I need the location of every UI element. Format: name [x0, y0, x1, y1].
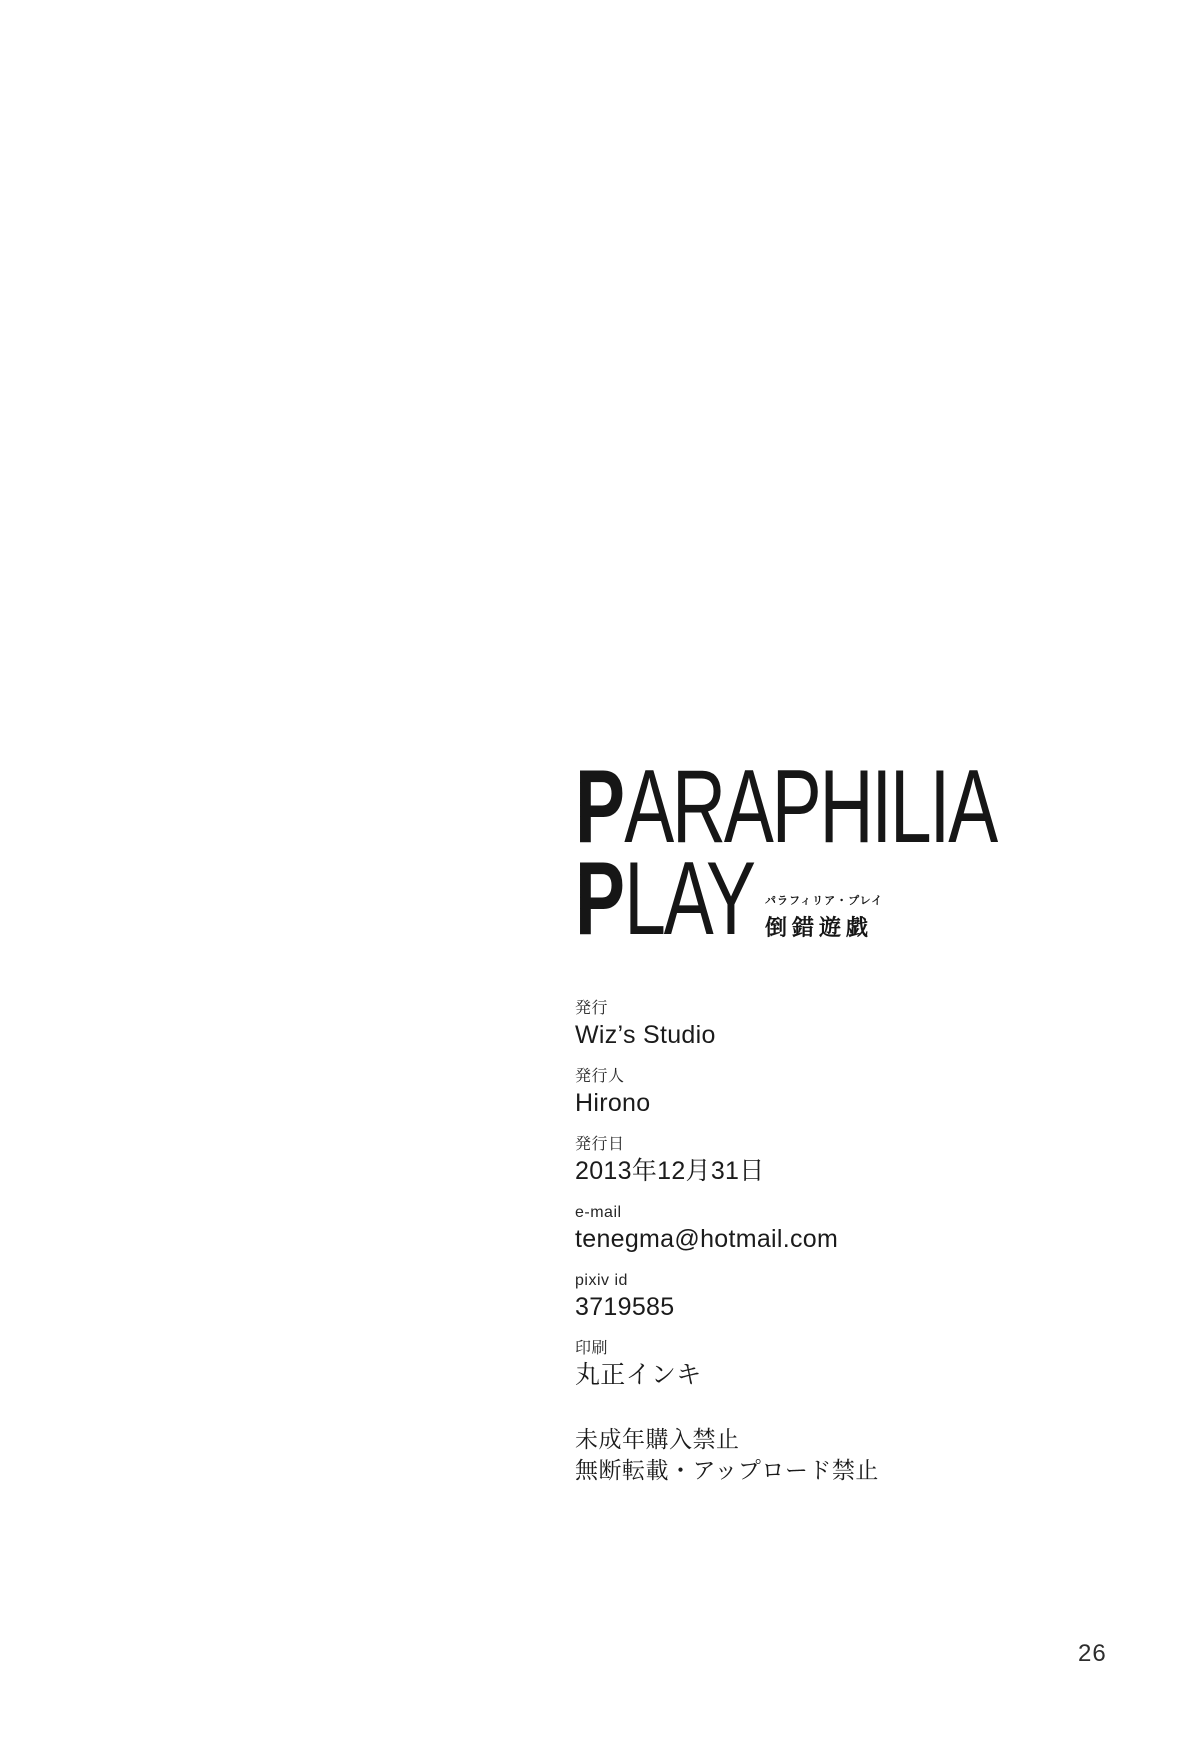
credit-value: Wiz’s Studio: [575, 1020, 716, 1049]
credit-pixiv-id: [575, 1272, 838, 1321]
credit-publication-date: [575, 1136, 838, 1185]
credit-publisher: [575, 1000, 838, 1049]
credit-value: 2013年12月31日: [575, 1156, 765, 1185]
credit-publisher-person: [575, 1068, 838, 1117]
credit-value: 丸正インキ: [575, 1361, 702, 1390]
credits-list: [575, 1000, 838, 1409]
page-number: 26: [1078, 1640, 1107, 1667]
japanese-title-block: [765, 892, 883, 942]
credit-email: [575, 1204, 838, 1253]
credit-label: pixiv id: [575, 1272, 628, 1290]
credit-value: tenegma@hotmail.com: [575, 1224, 839, 1253]
notice-minors: 未成年購入禁止: [575, 1426, 740, 1452]
credit-value: Hirono: [575, 1088, 651, 1117]
credit-value: 3719585: [575, 1292, 675, 1321]
notice-reupload: 無断転載・アップロード禁止: [575, 1456, 879, 1483]
title-line-2-row: [575, 841, 1160, 958]
credit-label: e-mail: [575, 1204, 622, 1222]
prohibition-notices: [575, 1424, 879, 1486]
credit-label: 印刷: [575, 1340, 609, 1358]
credit-label: 発行人: [575, 1068, 625, 1086]
credit-label: 発行: [575, 1000, 609, 1017]
credit-printer: [575, 1340, 838, 1389]
title-block: [575, 749, 1160, 958]
title-line-2: PLAY: [575, 841, 754, 958]
title-furigana: パラフィリア・プレイ: [765, 895, 884, 908]
credit-label: 発行日: [575, 1136, 625, 1154]
title-line-1: PARAPHILIA: [575, 749, 996, 865]
title-kanji: 倒錯遊戯: [765, 915, 874, 941]
